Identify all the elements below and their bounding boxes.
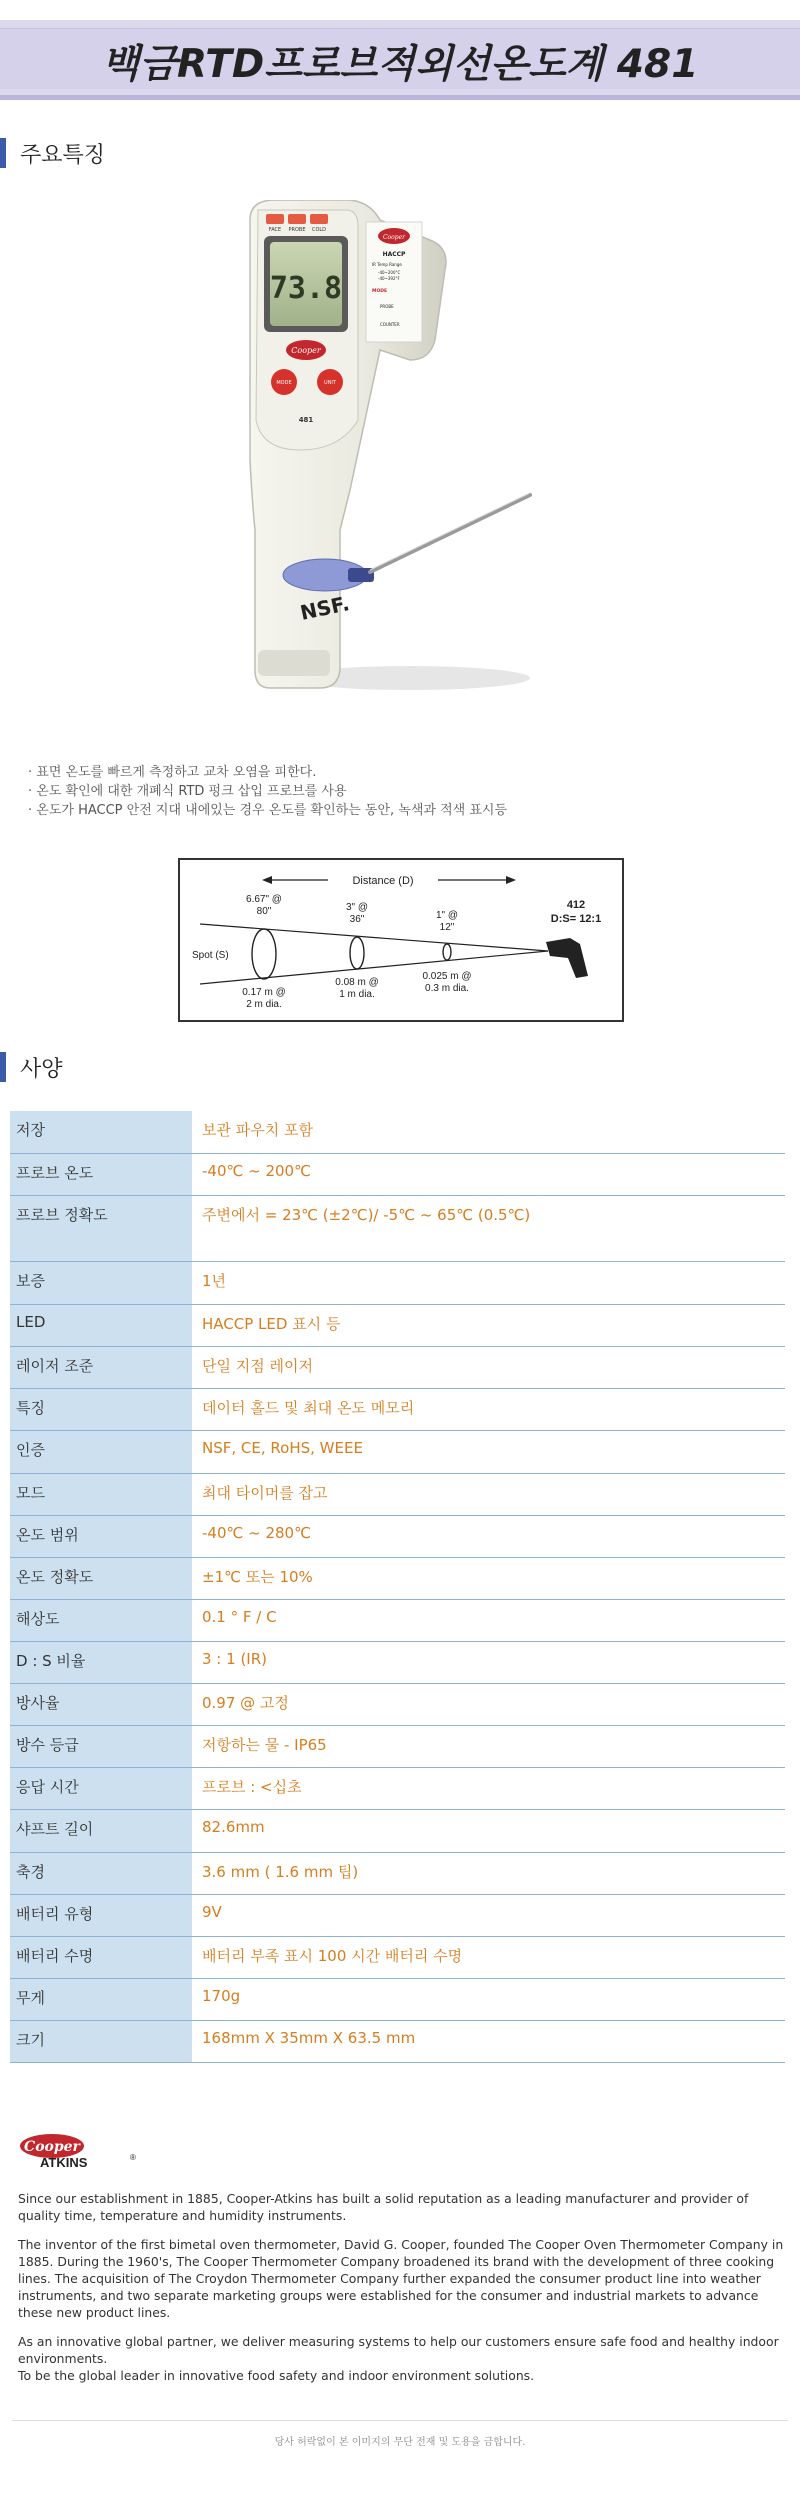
spec-value: 3 : 1 (IR) <box>192 1641 785 1683</box>
table-row <box>10 1261 785 1304</box>
spec-key: LED <box>10 1304 192 1346</box>
spec-key: 모드 <box>10 1473 192 1515</box>
feature-list <box>28 763 768 820</box>
spec-value: 0.97 @ 고정 <box>192 1683 785 1725</box>
table-row <box>10 1599 785 1641</box>
section-marker <box>0 138 6 168</box>
table-row <box>10 1111 785 1153</box>
section-specs-title: 사양 <box>20 1056 63 1082</box>
table-row <box>10 1346 785 1388</box>
ir-range-label: IR Temp Range <box>372 262 402 267</box>
feature-text: 표면 온도를 빠르게 측정하고 교차 오염을 피한다. <box>36 765 317 780</box>
spec-key: 샤프트 길이 <box>10 1809 192 1852</box>
diagram-ratio: D:S= 12:1 <box>550 913 602 925</box>
spec-value: HACCP LED 표시 등 <box>192 1304 785 1346</box>
logo-registered-mark: ® <box>130 2153 136 2162</box>
section-features-header <box>0 138 105 168</box>
spec-value: -40℃ ~ 200℃ <box>192 1153 785 1195</box>
spec-value: 프로브 : <십초 <box>192 1767 785 1809</box>
table-row <box>10 1852 785 1894</box>
table-row <box>10 1153 785 1195</box>
spec-value: 배터리 부족 표시 100 시간 배터리 수명 <box>192 1936 785 1978</box>
table-row <box>10 1936 785 1978</box>
table-row <box>10 1195 785 1261</box>
haccp-label: HACCP <box>382 251 406 258</box>
spec-value: -40℃ ~ 280℃ <box>192 1515 785 1557</box>
table-row <box>10 1978 785 2020</box>
spec-key: 크기 <box>10 2020 192 2062</box>
spec-key: 특징 <box>10 1388 192 1430</box>
logo-line1: Cooper <box>24 2139 80 2155</box>
far-top-2: 80" <box>256 906 272 917</box>
spec-value: 170g <box>192 1978 785 2020</box>
lcd-reading: 73.8 <box>269 271 343 306</box>
mid-bottom-1: 0.08 m @ <box>335 977 379 988</box>
spec-value: 단일 지점 레이저 <box>192 1346 785 1388</box>
spec-value: NSF, CE, RoHS, WEEE <box>192 1430 785 1473</box>
table-row <box>10 1894 785 1936</box>
spec-value: 0.1 ° F / C <box>192 1599 785 1641</box>
spec-key: 보증 <box>10 1261 192 1304</box>
far-top-1: 6.67" @ <box>246 894 282 905</box>
section-features-title: 주요특징 <box>20 142 106 168</box>
spot-label: Spot (S) <box>192 950 229 961</box>
spec-key: 프로브 온도 <box>10 1153 192 1195</box>
side-counter-label: COUNTER <box>380 322 400 327</box>
spec-key: 저장 <box>10 1111 192 1153</box>
section-specs-header <box>0 1052 63 1082</box>
distance-spot-diagram <box>178 858 624 1022</box>
spec-value: 최대 타이머를 잡고 <box>192 1473 785 1515</box>
section-marker <box>0 1052 6 1082</box>
far-bottom-2: 2 m dia. <box>246 999 282 1010</box>
spec-key: 축경 <box>10 1852 192 1894</box>
near-top-2: 12" <box>439 922 455 933</box>
table-row <box>10 1809 785 1852</box>
copyright-notice: 당사 허락없이 본 이미지의 무단 전재 및 도용을 금합니다. <box>274 2437 526 2448</box>
far-bottom-1: 0.17 m @ <box>242 987 286 998</box>
mode-button-label: MODE <box>276 380 292 386</box>
spec-table <box>10 1111 785 2063</box>
about-paragraph: Since our establishment in 1885, Cooper-Atkins has built a solid reputation as a leading manufacturer and provider of quality time, temperature and humidity instruments. <box>18 2191 749 2223</box>
spec-value: 저항하는 물 - IP65 <box>192 1725 785 1767</box>
top-label-1: FACE <box>268 227 282 233</box>
page-title: 백금RTD프로브적외선온도계 481 <box>101 42 699 87</box>
spec-value: 3.6 mm ( 1.6 mm 팁) <box>192 1852 785 1894</box>
near-bottom-2: 0.3 m dia. <box>425 983 469 994</box>
spec-value: 168mm X 35mm X 63.5 mm <box>192 2020 785 2062</box>
top-label-2: PROBE <box>288 227 306 233</box>
title-band <box>0 20 800 100</box>
table-row <box>10 1430 785 1473</box>
ir-range-values-2: -40~392°F <box>378 276 400 281</box>
mid-top-1: 3" @ <box>345 902 369 913</box>
spec-key: 무게 <box>10 1978 192 2020</box>
spec-key: 해상도 <box>10 1599 192 1641</box>
feature-text: 온도가 HACCP 안전 지대 내에있는 경우 온도를 확인하는 동안, 녹색과 적색 표시등 <box>36 803 508 818</box>
about-paragraph: As an innovative global partner, we deliver measuring systems to help our customers ensure safe food and healthy indoor environments. To be the global leader in innovative food safety and indoor environment solutions. <box>18 2334 779 2383</box>
list-item: · 온도가 HACCP 안전 지대 내에있는 경우 온도를 확인하는 동안, 녹색과 적색 표시등 <box>28 803 508 818</box>
spec-key: 응답 시간 <box>10 1767 192 1809</box>
diagram-model: 412 <box>566 899 586 911</box>
spec-key: 레이저 조준 <box>10 1346 192 1388</box>
spec-key: 배터리 수명 <box>10 1936 192 1978</box>
top-label-3: COLD <box>311 227 327 233</box>
side-probe-label: PROBE <box>380 304 394 309</box>
mid-bottom-2: 1 m dia. <box>339 989 375 1000</box>
spec-value: 주변에서 = 23℃ (±2℃)/ -5℃ ~ 65℃ (0.5℃) <box>192 1195 785 1261</box>
spec-value: ±1℃ 또는 10% <box>192 1557 785 1599</box>
table-row <box>10 1557 785 1599</box>
spec-key: 프로브 정확도 <box>10 1195 192 1261</box>
list-item: · 온도 확인에 대한 개폐식 RTD 펑크 삽입 프로브를 사용 <box>28 784 347 799</box>
spec-value: 1년 <box>192 1261 785 1304</box>
list-item: · 표면 온도를 빠르게 측정하고 교차 오염을 피한다. <box>28 765 317 780</box>
product-model-label: 481 <box>298 416 314 424</box>
distance-label: Distance (D) <box>352 875 414 887</box>
table-row <box>10 1767 785 1809</box>
product-image-thermometer <box>230 200 590 700</box>
nsf-mark: NSF. <box>298 591 352 625</box>
spec-key: 배터리 유형 <box>10 1894 192 1936</box>
table-row <box>10 1515 785 1557</box>
near-top-1: 1" @ <box>435 910 459 921</box>
about-company <box>18 2190 788 2396</box>
spec-key: 방수 등급 <box>10 1725 192 1767</box>
unit-button-label: UNIT <box>324 380 336 386</box>
side-mode-label: MODE <box>372 289 388 294</box>
table-row <box>10 2020 785 2062</box>
spec-value: 9V <box>192 1894 785 1936</box>
side-brand-logo: Cooper <box>382 234 406 241</box>
spec-key: 온도 정확도 <box>10 1557 192 1599</box>
near-bottom-1: 0.025 m @ <box>422 971 472 982</box>
table-row <box>10 1725 785 1767</box>
about-paragraph: The inventor of the first bimetal oven thermometer, David G. Cooper, founded The Cooper Oven Thermometer Company in 1885. During the 1960's, The Cooper Thermometer Company broadened its brand with the development of three cooking lines. The acquisition of The Croydon Thermometer Company further expanded the consumer product line into weather instruments, and two separate marketing groups were established for the consumer and industrial markets to advance these new product lines. <box>18 2237 784 2320</box>
spec-value: 보관 파우치 포함 <box>192 1111 785 1153</box>
feature-text: 온도 확인에 대한 개폐식 RTD 펑크 삽입 프로브를 사용 <box>36 784 347 799</box>
mid-top-2: 36" <box>349 914 365 925</box>
spec-key: 방사율 <box>10 1683 192 1725</box>
spec-key: 인증 <box>10 1430 192 1473</box>
table-row <box>10 1683 785 1725</box>
logo-line2: ATKINS <box>40 2155 88 2170</box>
spec-value: 데이터 홀드 및 최대 온도 메모리 <box>192 1388 785 1430</box>
spec-key: D : S 비율 <box>10 1641 192 1683</box>
product-brand-logo: Cooper <box>291 346 321 355</box>
ir-range-values-1: -40~200°C <box>378 270 401 275</box>
table-row <box>10 1473 785 1515</box>
spec-key: 온도 범위 <box>10 1515 192 1557</box>
footer-divider <box>12 2420 788 2421</box>
table-row <box>10 1304 785 1346</box>
table-row <box>10 1388 785 1430</box>
spec-value: 82.6mm <box>192 1809 785 1852</box>
cooper-atkins-logo <box>18 2132 138 2170</box>
table-row <box>10 1641 785 1683</box>
